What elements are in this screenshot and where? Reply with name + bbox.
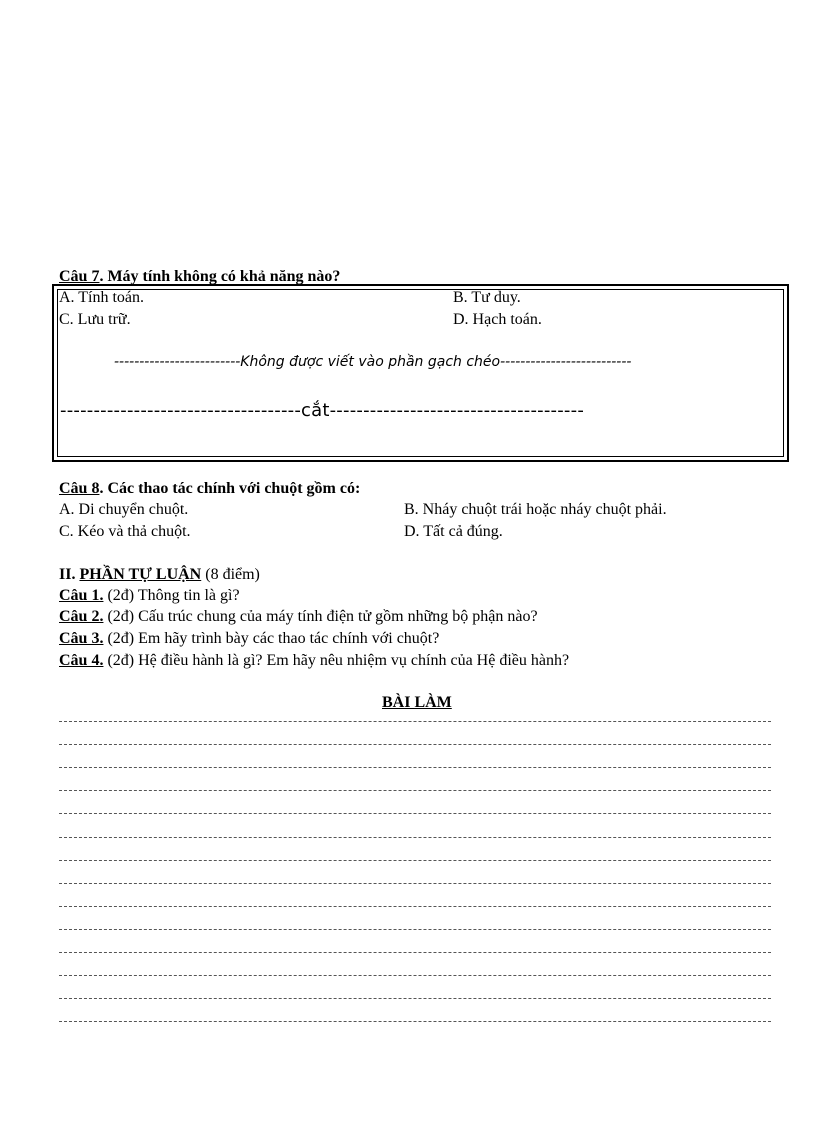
question-7-label: Câu 7 [59,268,100,285]
question-8-label: Câu 8 [59,480,100,497]
no-write-notice: -------------------------Không được viết vào phần gạch chéo-------------------------- [114,354,632,370]
answer-line [59,952,771,953]
question-7-option-c: C. Lưu trữ. [59,311,131,328]
essay-question-text: (2đ) Hệ điều hành là gì? Em hãy nêu nhiệm vụ chính của Hệ điều hành? [103,652,570,669]
answer-line [59,883,771,884]
essay-section-heading [59,566,260,584]
question-8-option-b: B. Nháy chuột trái hoặc nháy chuột phải. [404,501,667,518]
question-8-option-a: A. Di chuyển chuột. [59,501,189,518]
answer-line [59,860,771,861]
essay-question-label: Câu 1. [59,587,104,604]
cut-line: ------------------------------------cắt-------------------------------------- [60,400,585,421]
question-7-text: . Máy tính không có khả năng nào? [99,268,341,285]
essay-question-text: (2đ) Cấu trúc chung của máy tính điện tử gồm những bộ phận nào? [103,608,538,625]
answer-line [59,975,771,976]
question-7-option-a: A. Tính toán. [59,289,145,306]
essay-question-1 [59,587,240,605]
answer-line [59,721,771,722]
essay-question-3 [59,630,439,648]
question-8-option-d: D. Tất cả đúng. [404,523,503,540]
essay-prefix: II. [59,566,80,583]
essay-question-2 [59,608,538,626]
answer-line [59,813,771,814]
answer-line [59,790,771,791]
answer-heading: BÀI LÀM [382,694,452,711]
essay-question-text: (2đ) Em hãy trình bày các thao tác chính với chuột? [103,630,440,647]
answer-line [59,744,771,745]
answer-line [59,929,771,930]
answer-line [59,906,771,907]
essay-question-label: Câu 2. [59,608,104,625]
essay-question-4 [59,652,569,670]
essay-question-label: Câu 3. [59,630,104,647]
question-8-text: . Các thao tác chính với chuột gồm có: [99,480,361,497]
answer-line [59,1021,771,1022]
answer-line [59,998,771,999]
answer-line [59,767,771,768]
question-8-option-c: C. Kéo và thả chuột. [59,523,191,540]
question-7-option-b: B. Tư duy. [453,289,521,306]
essay-question-label: Câu 4. [59,652,104,669]
question-8-heading [59,480,360,498]
essay-points: (8 điểm) [201,566,260,583]
answer-line [59,837,771,838]
essay-title: PHẦN TỰ LUẬN [79,566,202,583]
essay-question-text: (2đ) Thông tin là gì? [103,587,240,604]
question-7-option-d: D. Hạch toán. [453,311,542,328]
question-7-box [52,284,789,462]
